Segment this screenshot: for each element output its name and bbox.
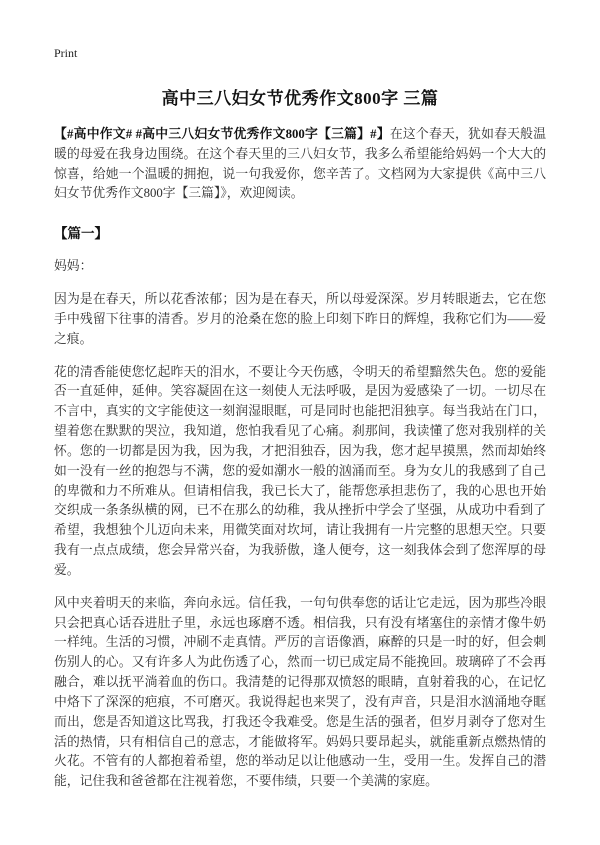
print-button[interactable]: Print [54,46,78,60]
intro-hashtag-label: 【#高中作文# #高中三八妇女节优秀作文800字【三篇】#】 [54,127,390,141]
section-heading-part-one: 【篇一】 [54,226,108,242]
page-title: 高中三八妇女节优秀作文800字 三篇 [161,89,439,108]
intro-paragraph [54,125,546,204]
essay-paragraph: 因为是在春天，所以花香浓郁；因为是在春天，所以母爱深深。岁月转眼逝去，它在您手中残留下往事的清香。岁月的沧桑在您的脸上印刻下昨日的辉煌，我称它们为——爱之痕。 [54,292,546,346]
intro-text: 在这个春天，犹如春天般温暖的母爱在我身边围绕。在这个春天里的三八妇女节，我多么希望能给妈妈一个大大的惊喜，给她一个温暖的拥抱，说一句我爱你，您辛苦了。文档网为大家提供《高中三八妇女节优秀作文800字【三篇】》，欢迎阅读。 [54,127,546,201]
essay-paragraph: 花的清香能使您忆起昨天的泪水，不要让今天伤感，令明天的希望黯然失色。您的爱能否一直延伸，延伸。笑容凝固在这一刻使人无法呼吸，是因为爱感染了一切。一切尽在不言中，真实的文字能使这一刻润湿眼眶，可是同时也能把泪独享。每当我站在门口，望着您在默默的哭泣，我知道，您怕我看见了心痛。刹那间，我读懂了您对我别样的关怀。您的一切都是因为我，因为我，才把泪独吞，因为我，您才起早摸黑，然而却始终如一没有一丝的抱怨与不满，您的爱如潮水一般的汹涌而至。身为女儿的我感到了自己的卑微和力不所难从。但请相信我，我已长大了，能帮您承担悲伤了，我的心思也开始交织成一条条纵横的网，已不在那么的幼稚，我从挫折中学会了坚强，从成功中看到了希望，我想独个儿迈向未来，用微笑面对坎坷，请让我拥有一片完整的思想天空。只要我有一点点成绩，您会异常兴奋，为我骄傲，逢人便夸，这一刻我体会到了您浑厚的母爱。 [54,364,546,577]
salutation: 妈妈： [54,259,93,274]
essay-paragraph: 风中夹着明天的来临，奔向永远。信任我，一句句供奉您的话让它走远，因为那些冷眼只会把真心话吞进肚子里，永远也琢磨不透。相信我，只有没有堵塞住的亲情才像牛奶一样纯。生活的习惯，冲刷不走真情。严厉的言语像酒，麻醉的只是一时的好，但会刺伤别人的心。又有许多人为此伤透了心，然而一切已成定局不能挽回。玻璃碎了不会再融合，难以抚平淌着血的伤口。我清楚的记得那双愤怒的眼睛，直射着我的心，在记忆中烙下了深深的疤痕，不可磨灭。我说得起也来哭了，没有声音，只是泪水汹涌地夺眶而出，您是否知道这比骂我，打我还令我难受。您是生活的强者，但岁月剥夺了您对生活的热情，只有相信自己的意志，才能做将军。妈妈只要昂起头，就能重新点燃热情的火花。不管有的人都抱着希望，您的举动足以让他感动一生，受用一生。发挥自己的潜能，记住我和爸爸都在注视着您，不要伟绩，只要一个美满的家庭。 [54,595,546,789]
